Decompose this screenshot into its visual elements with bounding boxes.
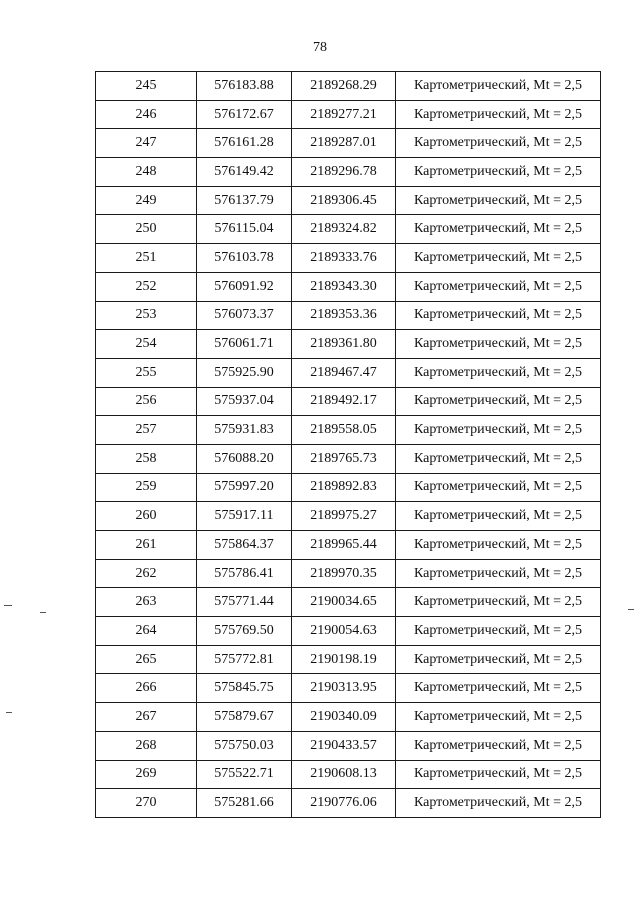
x-coordinate-cell: 575879.67 [197, 703, 292, 732]
y-coordinate-cell: 2189558.05 [292, 416, 396, 445]
table-row [96, 358, 601, 387]
point-number-cell: 248 [96, 158, 197, 187]
x-coordinate-cell: 575931.83 [197, 416, 292, 445]
method-cell: Картометрический, Mt = 2,5 [396, 502, 601, 531]
x-coordinate-cell: 576115.04 [197, 215, 292, 244]
y-coordinate-cell: 2189306.45 [292, 186, 396, 215]
x-coordinate-cell: 575772.81 [197, 645, 292, 674]
method-cell: Картометрический, Mt = 2,5 [396, 129, 601, 158]
point-number-cell: 258 [96, 444, 197, 473]
point-number-cell: 249 [96, 186, 197, 215]
x-coordinate-cell: 576161.28 [197, 129, 292, 158]
table-row [96, 416, 601, 445]
page-number: 78 [313, 40, 327, 55]
point-number-cell: 263 [96, 588, 197, 617]
scan-artifact-right [628, 609, 634, 610]
x-coordinate-cell: 575786.41 [197, 559, 292, 588]
coordinates-table-body [96, 72, 601, 818]
table-row [96, 559, 601, 588]
x-coordinate-cell: 576172.67 [197, 100, 292, 129]
method-cell: Картометрический, Mt = 2,5 [396, 330, 601, 359]
table-row [96, 100, 601, 129]
table-row [96, 531, 601, 560]
method-cell: Картометрический, Mt = 2,5 [396, 789, 601, 818]
method-cell: Картометрический, Mt = 2,5 [396, 674, 601, 703]
method-cell: Картометрический, Mt = 2,5 [396, 473, 601, 502]
table-row [96, 703, 601, 732]
y-coordinate-cell: 2190034.65 [292, 588, 396, 617]
point-number-cell: 247 [96, 129, 197, 158]
point-number-cell: 270 [96, 789, 197, 818]
table-row [96, 473, 601, 502]
y-coordinate-cell: 2189970.35 [292, 559, 396, 588]
x-coordinate-cell: 575937.04 [197, 387, 292, 416]
table-row [96, 72, 601, 101]
point-number-cell: 262 [96, 559, 197, 588]
table-row [96, 387, 601, 416]
method-cell: Картометрический, Mt = 2,5 [396, 100, 601, 129]
method-cell: Картометрический, Mt = 2,5 [396, 215, 601, 244]
x-coordinate-cell: 575925.90 [197, 358, 292, 387]
coordinates-table [95, 71, 601, 818]
y-coordinate-cell: 2190608.13 [292, 760, 396, 789]
scan-artifact-left [6, 712, 12, 713]
scan-artifact-left [40, 612, 46, 613]
table-row [96, 502, 601, 531]
point-number-cell: 265 [96, 645, 197, 674]
x-coordinate-cell: 575750.03 [197, 731, 292, 760]
x-coordinate-cell: 576183.88 [197, 72, 292, 101]
method-cell: Картометрический, Mt = 2,5 [396, 244, 601, 273]
y-coordinate-cell: 2190313.95 [292, 674, 396, 703]
y-coordinate-cell: 2189965.44 [292, 531, 396, 560]
method-cell: Картометрический, Mt = 2,5 [396, 186, 601, 215]
method-cell: Картометрический, Mt = 2,5 [396, 588, 601, 617]
table-row [96, 215, 601, 244]
point-number-cell: 268 [96, 731, 197, 760]
method-cell: Картометрический, Mt = 2,5 [396, 387, 601, 416]
method-cell: Картометрический, Mt = 2,5 [396, 444, 601, 473]
x-coordinate-cell: 575522.71 [197, 760, 292, 789]
method-cell: Картометрический, Mt = 2,5 [396, 272, 601, 301]
method-cell: Картометрический, Mt = 2,5 [396, 531, 601, 560]
y-coordinate-cell: 2189333.76 [292, 244, 396, 273]
point-number-cell: 266 [96, 674, 197, 703]
y-coordinate-cell: 2190340.09 [292, 703, 396, 732]
method-cell: Картометрический, Mt = 2,5 [396, 559, 601, 588]
point-number-cell: 267 [96, 703, 197, 732]
x-coordinate-cell: 576061.71 [197, 330, 292, 359]
y-coordinate-cell: 2189268.29 [292, 72, 396, 101]
table-row [96, 645, 601, 674]
scan-artifact-left [4, 605, 12, 606]
method-cell: Картометрический, Mt = 2,5 [396, 301, 601, 330]
x-coordinate-cell: 576073.37 [197, 301, 292, 330]
table-row [96, 617, 601, 646]
x-coordinate-cell: 575997.20 [197, 473, 292, 502]
table-row [96, 731, 601, 760]
point-number-cell: 269 [96, 760, 197, 789]
method-cell: Картометрический, Mt = 2,5 [396, 617, 601, 646]
point-number-cell: 251 [96, 244, 197, 273]
x-coordinate-cell: 575769.50 [197, 617, 292, 646]
point-number-cell: 253 [96, 301, 197, 330]
table-row [96, 588, 601, 617]
y-coordinate-cell: 2189343.30 [292, 272, 396, 301]
x-coordinate-cell: 575864.37 [197, 531, 292, 560]
y-coordinate-cell: 2189765.73 [292, 444, 396, 473]
y-coordinate-cell: 2189361.80 [292, 330, 396, 359]
point-number-cell: 264 [96, 617, 197, 646]
point-number-cell: 246 [96, 100, 197, 129]
x-coordinate-cell: 576088.20 [197, 444, 292, 473]
point-number-cell: 260 [96, 502, 197, 531]
y-coordinate-cell: 2189296.78 [292, 158, 396, 187]
point-number-cell: 259 [96, 473, 197, 502]
x-coordinate-cell: 576149.42 [197, 158, 292, 187]
point-number-cell: 245 [96, 72, 197, 101]
method-cell: Картометрический, Mt = 2,5 [396, 703, 601, 732]
table-row [96, 674, 601, 703]
x-coordinate-cell: 576103.78 [197, 244, 292, 273]
table-row [96, 244, 601, 273]
method-cell: Картометрический, Mt = 2,5 [396, 158, 601, 187]
point-number-cell: 256 [96, 387, 197, 416]
method-cell: Картометрический, Mt = 2,5 [396, 416, 601, 445]
point-number-cell: 255 [96, 358, 197, 387]
point-number-cell: 254 [96, 330, 197, 359]
point-number-cell: 261 [96, 531, 197, 560]
table-row [96, 272, 601, 301]
table-row [96, 301, 601, 330]
x-coordinate-cell: 576137.79 [197, 186, 292, 215]
point-number-cell: 252 [96, 272, 197, 301]
method-cell: Картометрический, Mt = 2,5 [396, 645, 601, 674]
y-coordinate-cell: 2190433.57 [292, 731, 396, 760]
y-coordinate-cell: 2189287.01 [292, 129, 396, 158]
point-number-cell: 257 [96, 416, 197, 445]
y-coordinate-cell: 2189492.17 [292, 387, 396, 416]
x-coordinate-cell: 575771.44 [197, 588, 292, 617]
method-cell: Картометрический, Mt = 2,5 [396, 731, 601, 760]
y-coordinate-cell: 2190776.06 [292, 789, 396, 818]
y-coordinate-cell: 2189975.27 [292, 502, 396, 531]
table-row [96, 129, 601, 158]
table-row [96, 186, 601, 215]
method-cell: Картометрический, Mt = 2,5 [396, 358, 601, 387]
point-number-cell: 250 [96, 215, 197, 244]
table-row [96, 444, 601, 473]
x-coordinate-cell: 576091.92 [197, 272, 292, 301]
method-cell: Картометрический, Mt = 2,5 [396, 72, 601, 101]
method-cell: Картометрический, Mt = 2,5 [396, 760, 601, 789]
y-coordinate-cell: 2189277.21 [292, 100, 396, 129]
y-coordinate-cell: 2189353.36 [292, 301, 396, 330]
y-coordinate-cell: 2189892.83 [292, 473, 396, 502]
table-row [96, 330, 601, 359]
y-coordinate-cell: 2189324.82 [292, 215, 396, 244]
x-coordinate-cell: 575917.11 [197, 502, 292, 531]
x-coordinate-cell: 575845.75 [197, 674, 292, 703]
table-row [96, 158, 601, 187]
y-coordinate-cell: 2190198.19 [292, 645, 396, 674]
y-coordinate-cell: 2189467.47 [292, 358, 396, 387]
y-coordinate-cell: 2190054.63 [292, 617, 396, 646]
table-row [96, 789, 601, 818]
table-row [96, 760, 601, 789]
x-coordinate-cell: 575281.66 [197, 789, 292, 818]
